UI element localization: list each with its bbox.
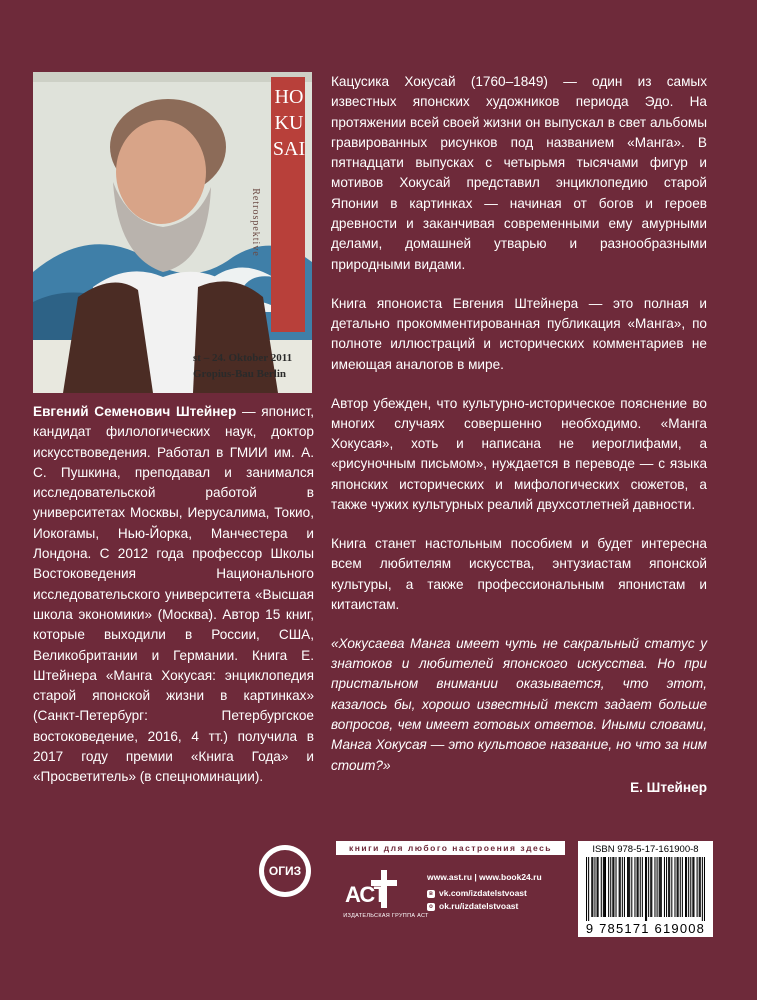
barcode-bar	[659, 857, 660, 917]
description-paragraph-3: Автор убежден, что культурно-историческое пояснение во многих случаях совершенно необходимо. «Манга Хокусая», хоть и написана не иероглифами, а «рисуночным письмом», нуждается в переводе — с языка японских исторических и мифологических сюжетов, а также чужих культурных реалий двухсотлетней давности.	[331, 395, 707, 513]
barcode-bar	[605, 857, 606, 917]
barcode-bar	[690, 857, 691, 917]
barcode-bar	[591, 857, 592, 917]
poster-venue-line: Gropius-Bau Berlin	[193, 368, 287, 380]
poster-date-line: st – 24. Oktober 2011	[193, 352, 293, 364]
barcode-bar	[603, 857, 604, 917]
vk-link[interactable]: vk.com/izdatelstvoast	[439, 888, 527, 898]
barcode-bar	[608, 857, 609, 917]
barcode-bar	[668, 857, 669, 917]
barcode-bar	[661, 857, 662, 917]
barcode-bar	[637, 857, 638, 917]
barcode-bar	[624, 857, 625, 917]
barcode-bar	[677, 857, 678, 917]
barcode-bar	[604, 857, 605, 917]
barcode-bar	[678, 857, 679, 917]
barcode-bar	[622, 857, 623, 917]
barcode-bar	[619, 857, 620, 917]
ogiz-logo-text: ОГИЗ	[264, 850, 306, 892]
barcode-bar	[610, 857, 611, 917]
barcode-bar	[686, 857, 687, 917]
barcode-bar	[645, 857, 646, 921]
barcode-bars	[586, 857, 705, 921]
barcode-bar	[597, 857, 598, 917]
barcode-bar	[588, 857, 589, 921]
barcode-bar	[692, 857, 693, 917]
barcode-bar	[642, 857, 643, 917]
barcode-bar	[685, 857, 686, 917]
barcode-bar	[664, 857, 665, 917]
barcode-bar	[601, 857, 602, 917]
barcode-digits: 9 785171 619008	[585, 921, 706, 936]
ast-logo-text: АСТ	[345, 882, 387, 907]
ok-link[interactable]: ok.ru/izdatelstvoast	[439, 901, 519, 911]
barcode-bar	[620, 857, 621, 917]
description-paragraph-2: Книга японоиста Евгения Штейнера — это полная и детально прокомментированная публикация «Манга», по полноте иллюстраций и исторических комментариев не имеющая аналогов в мире.	[331, 295, 707, 372]
barcode-bar	[702, 857, 703, 921]
barcode-bar	[613, 857, 614, 917]
barcode-bar	[640, 857, 641, 917]
barcode-bar	[671, 857, 672, 917]
ast-logo	[343, 866, 415, 912]
ok-icon: о	[427, 903, 435, 911]
barcode-bar	[598, 857, 599, 917]
barcode-bar	[594, 857, 595, 917]
barcode-bar	[592, 857, 593, 917]
barcode-bar	[615, 857, 616, 917]
description-paragraph-1: Кацусика Хокусай (1760–1849) — один из самых известных японских художников периода Эдо. На протяжении всей своей жизни он выпускал в свет альбомы гравированных рисунков под названием «Манга». В пятнадцати выпусках с четырьмя тысячами фигур и мотивов Хокусай представил энциклопедию старой Японии в картинках — начиная от богов и героев древности и заканчивая современными ему амурными делами, домашней утварью и разнообразными природными видами.	[331, 74, 707, 272]
publisher-tagline: книги для любого настроения здесь	[336, 841, 565, 855]
barcode-bar	[666, 857, 667, 917]
barcode-bar	[648, 857, 649, 917]
barcode-bar	[650, 857, 651, 917]
author-name: Евгений Семенович Штейнер	[33, 404, 237, 419]
barcode-bar	[586, 857, 587, 921]
publisher-site-link[interactable]: www.ast.ru | www.book24.ru	[427, 872, 542, 882]
barcode-bar	[628, 857, 629, 917]
barcode-bar	[699, 857, 700, 917]
publisher-group-name: ИЗДАТЕЛЬСКАЯ ГРУППА АСТ	[343, 913, 429, 919]
poster-banner-text: HOKUSAI	[272, 86, 306, 160]
author-bio	[33, 402, 314, 788]
description-paragraph-4: Книга станет настольным пособием и будет интересна всем любителям искусства, энтузиастам японской культуры, а также профессиональным японистам и китаистам.	[331, 536, 707, 612]
barcode-bar	[631, 857, 632, 917]
barcode-bar	[629, 857, 630, 917]
barcode-bar	[657, 857, 658, 917]
barcode-bar	[660, 857, 661, 917]
barcode-bar	[693, 857, 694, 917]
ogiz-logo	[259, 845, 311, 897]
isbn-barcode	[578, 841, 713, 937]
poster-banner-subtitle: Retrospektive	[249, 188, 261, 257]
author-quote: «Хокусаева Манга имеет чуть не сакральный статус у знатоков и любителей японского искусства. Но при пристальном внимании оказывается, что этот, казалось бы, хорошо известный текст задает больше вопросов, чем имеет готовых ответов. Иными словами, Манга Хокусая — это культовое название, но что за ним стоит?»	[331, 635, 707, 773]
barcode-bar	[627, 857, 628, 917]
author-photo	[33, 72, 312, 393]
barcode-bar	[654, 857, 655, 917]
barcode-bar	[646, 857, 647, 921]
barcode-bar	[688, 857, 689, 917]
barcode-bar	[682, 857, 683, 917]
quote-author: Е. Штейнер	[630, 779, 707, 795]
author-bio-text: — японист, кандидат филологических наук, доктор искусствоведения. Работал в ГМИИ им. А. С. Пушкина, преподавал и занимался исследовательской работой в университетах Москвы, Иерусалима, Токио, Иокогамы, Нью-Йорка, Манчестера и Лондона. С 2012 года профессор Школы Востоковедения Национального исследовательского университета «Высшая школа экономики» (Москва). Автор 15 книг, которые выходили в России, США, Великобритании и Германии. Книга Е. Штейнера «Манга Хокусая: энциклопедия старой японской жизни в картинках» (Санкт-Петербург: Петербургское востоковедение, 2016, 4 тт.) получила в 2017 году премии «Книга Года» и «Просветитель» (в спецноминации).	[33, 404, 314, 785]
barcode-bar	[669, 857, 670, 917]
barcode-bar	[674, 857, 675, 917]
vk-icon: в	[427, 890, 435, 898]
barcode-bar	[680, 857, 681, 917]
publisher-links	[427, 871, 542, 913]
barcode-bar	[638, 857, 639, 917]
barcode-bar	[634, 857, 635, 917]
barcode-bar	[651, 857, 652, 917]
book-description	[331, 72, 707, 798]
isbn-number: ISBN 978-5-17-161900-8	[592, 844, 699, 855]
barcode-bar	[612, 857, 613, 917]
barcode-bar	[697, 857, 698, 917]
barcode-bar	[704, 857, 705, 921]
barcode-bar	[700, 857, 701, 917]
